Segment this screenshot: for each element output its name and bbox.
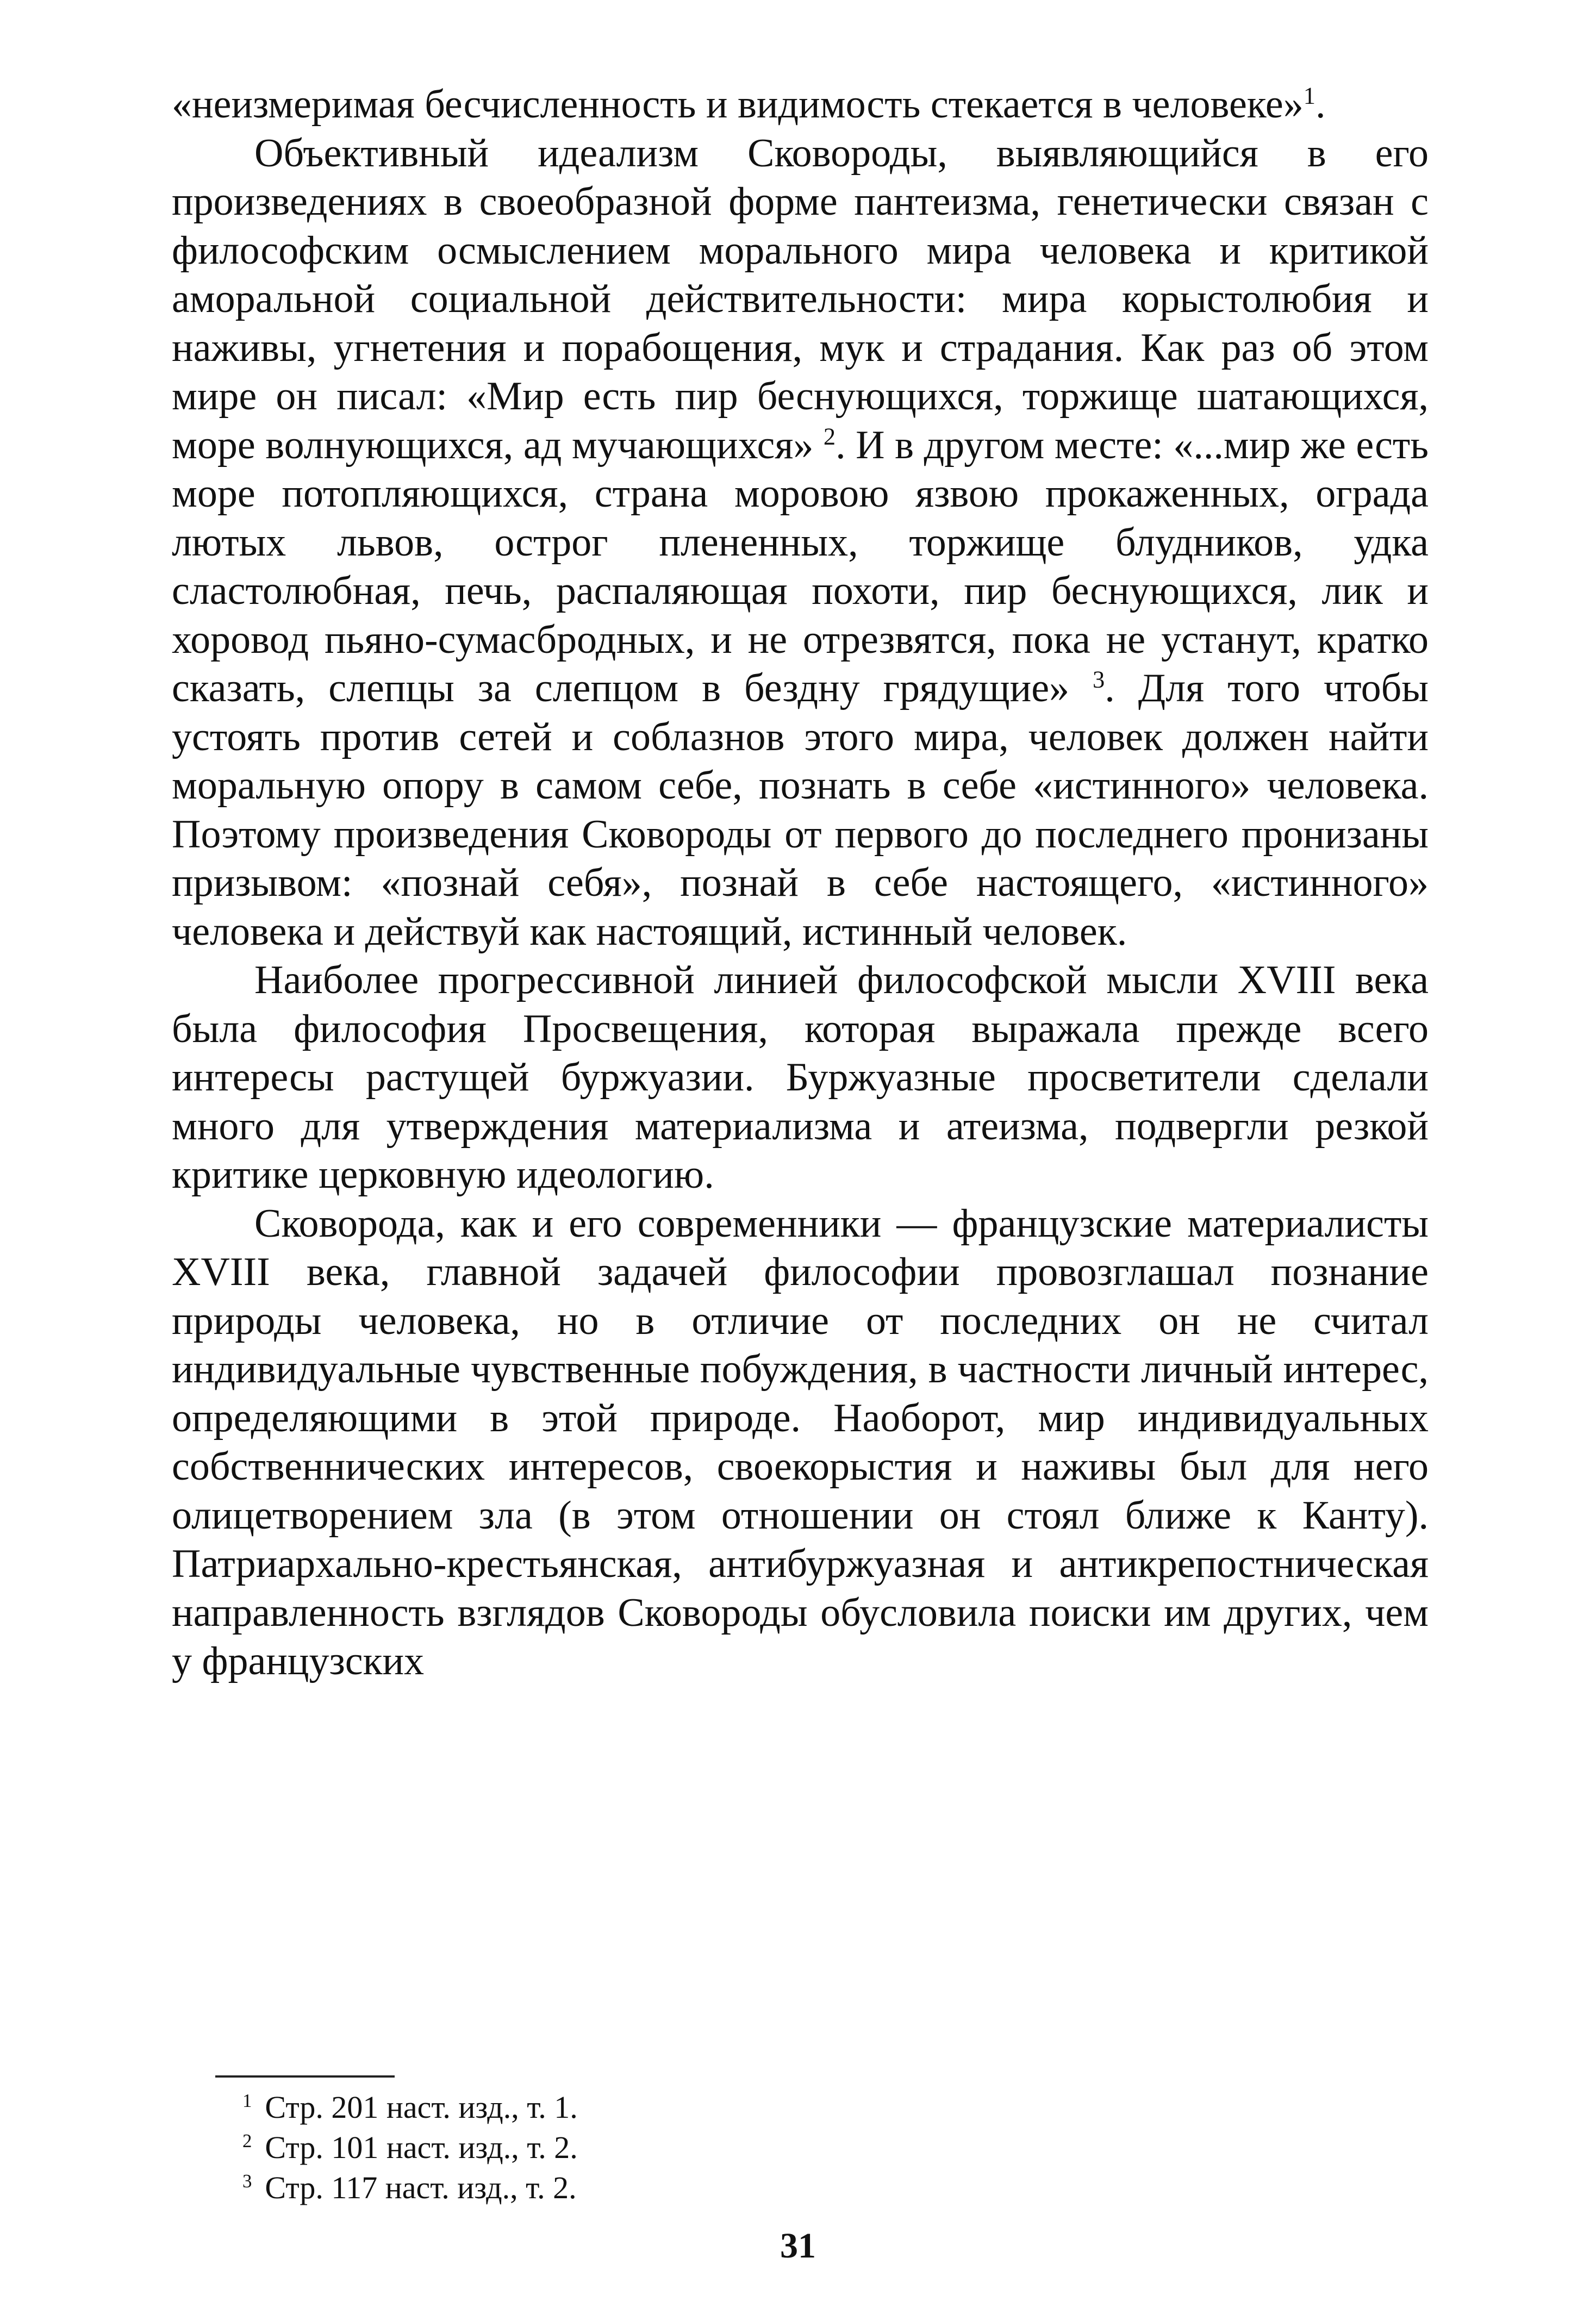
page-number: 31 (780, 2226, 816, 2266)
footnote-separator (215, 2075, 395, 2078)
footnote-3-text: Стр. 117 наст. изд., т. 2. (265, 2170, 577, 2205)
paragraph-1-tail: . (1315, 82, 1326, 127)
main-text (172, 80, 1429, 1686)
footnote-ref-3: 3 (1093, 665, 1105, 693)
paragraph-2-middle: . И в другом месте: «...мир же есть море потопляющихся, страна моровою язвою прокаженных, ограда лютых львов, острог плененных, торжище блудников, удка сластолюбная, печь, распаляющая похоти, пир беснующихся, лик и хоровод пьяно-сумасбродных, и не отрезвятся, пока не устанут, кратко сказать, слепцы за слепцом в бездну грядущие» (172, 422, 1429, 710)
paragraph-4-text: Сковорода, как и его современники — французские материалисты XVIII века, главной задачей философии провозглашал познание природы человека, но в отличие от последних он не считал индивидуальные чувственные побуждения, в частности личный интерес, определяющими в этой природе. Наоборот, мир индивидуальных собственнических интересов, своекорыстия и наживы был для него олицетворением зла (в этом отношении он стоял ближе к Канту). Патриархально-крестьянская, антибуржуазная и антикрепостническая направленность взглядов Сковороды обусловила поиски им других, чем у французских (172, 1201, 1429, 1683)
footnote-ref-2: 2 (823, 422, 836, 450)
footnote-2-mark: 2 (242, 2130, 252, 2151)
footnote-3 (242, 2168, 1003, 2208)
paragraph-2 (172, 129, 1429, 957)
footnote-1 (242, 2087, 1003, 2128)
footnote-3-mark: 3 (242, 2170, 252, 2192)
paragraph-3 (172, 956, 1429, 1200)
footnotes (242, 2087, 1003, 2208)
footnote-1-text: Стр. 201 наст. изд., т. 1. (265, 2090, 578, 2125)
paragraph-4 (172, 1200, 1429, 1686)
footnote-ref-1: 1 (1303, 82, 1316, 109)
footnote-2 (242, 2128, 1003, 2168)
paragraph-1-text: «неизмеримая бесчисленность и видимость стекается в человеке» (172, 82, 1304, 127)
paragraph-3-text: Наиболее прогрессивной линией философской мысли XVIII века была философия Просвещения, которая выражала прежде всего интересы растущей буржуазии. Буржуазные просветители сделали много для утверждения материализма и атеизма, подвергли резкой критике церковную идеологию. (172, 958, 1429, 1197)
paragraph-2-text: Объективный идеализм Сковороды, выявляющийся в его произведениях в своеобразной форме пантеизма, генетически связан с философским осмыслением морального мира человека и критикой аморальной социальной действительности: мира корыстолюбия и наживы, угнетения и порабощения, мук и страдания. Как раз об этом мире он писал: «Мир есть пир беснующихся, торжище шатающихся, море волнующихся, ад мучающихся» (172, 130, 1429, 467)
paragraph-1 (172, 80, 1429, 129)
footnote-2-text: Стр. 101 наст. изд., т. 2. (265, 2130, 578, 2165)
footnote-1-mark: 1 (242, 2090, 252, 2111)
paragraph-2-tail: . Для того чтобы устоять против сетей и соблазнов этого мира, человек должен найти моральную опору в самом себе, познать в себе «истинного» человека. Поэтому произведения Сковороды от первого до последнего пронизаны призывом: «познай себя», познай в себе настоящего, «истинного» человека и действуй как настоящий, истинный человек. (172, 666, 1429, 954)
